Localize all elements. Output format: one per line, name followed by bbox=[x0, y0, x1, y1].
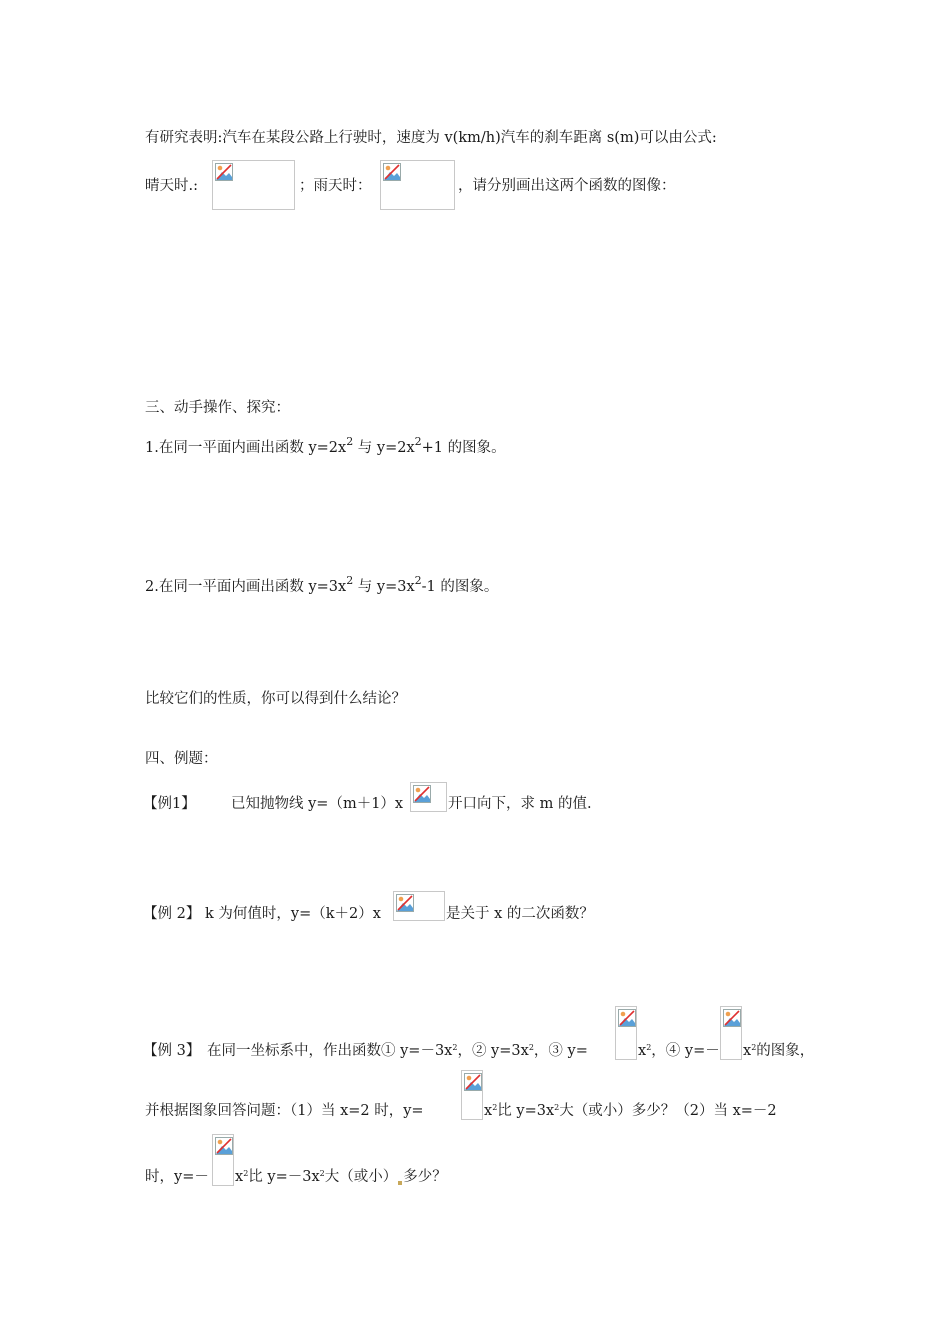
ex3-f4-prefix: ，④ y=－ bbox=[651, 1043, 720, 1059]
example-1-text-after: 开口向下，求 m 的值. bbox=[448, 796, 592, 812]
ex3-f3-prefix: ，③ y= bbox=[533, 1043, 588, 1059]
ex3-q2-compare: 比 y=－3x bbox=[248, 1169, 320, 1185]
ex3-q2-sq2: 2 bbox=[319, 1169, 325, 1178]
compare-question: 比较它们的性质，你可以得到什么结论？ bbox=[145, 691, 406, 707]
draw-both-text: ，请分别画出这两个函数的图像： bbox=[458, 178, 676, 194]
example-1-exponent-image bbox=[410, 782, 447, 812]
example-3-line-1-end bbox=[743, 1041, 814, 1063]
q1-prefix: 1.在同一平面内画出函数 y=2x bbox=[145, 440, 347, 456]
broken-image-icon bbox=[215, 1137, 233, 1155]
ex3-f3-sq: 2 bbox=[646, 1043, 652, 1052]
ex3-f4-sq: 2 bbox=[751, 1043, 757, 1052]
rainy-label: ；雨天时： bbox=[299, 178, 372, 194]
ex3-q1-sq2: 2 bbox=[554, 1103, 560, 1112]
broken-image-icon bbox=[383, 163, 401, 181]
sunny-label: 晴天时.: bbox=[145, 178, 198, 194]
ex3-q2-prefix: 时，y=－ bbox=[145, 1169, 209, 1185]
ex3-q2-rest bbox=[235, 1167, 447, 1189]
q2-exp2: 2 bbox=[414, 574, 422, 587]
example-2-exponent-image bbox=[393, 891, 445, 921]
ex3-f4-x: x bbox=[743, 1043, 752, 1059]
ex3-f3-x: x bbox=[638, 1043, 647, 1059]
ex3-q1-sq: 2 bbox=[492, 1103, 498, 1112]
broken-image-icon bbox=[618, 1009, 636, 1027]
example-3-functions-3-4 bbox=[638, 1041, 720, 1063]
q1-exp1: 2 bbox=[346, 435, 354, 448]
ex3-q2-end: 多少？ bbox=[403, 1169, 447, 1185]
example-3-tag: 【例 3】 bbox=[143, 1043, 201, 1059]
ex3-q2-x: x bbox=[235, 1169, 244, 1185]
ex3-q1-prefix: 并根据图象回答问题：（1）当 x=2 时，y= bbox=[145, 1103, 424, 1119]
ex3-q1-x: x bbox=[484, 1103, 493, 1119]
ex3-f1: 在同一坐标系中，作出函数① y=－3x bbox=[207, 1043, 453, 1059]
q2-suffix: -1 的图象。 bbox=[421, 579, 499, 595]
example-3-fraction-image-2 bbox=[720, 1006, 742, 1060]
example-3-fraction-image-1 bbox=[615, 1006, 637, 1060]
example-3-fraction-image-3 bbox=[461, 1070, 483, 1120]
ex3-f1-sq: 2 bbox=[452, 1043, 458, 1052]
ex3-q1-compare: 比 y=3x bbox=[497, 1103, 555, 1119]
ex3-q1-rest bbox=[484, 1101, 777, 1123]
ex3-graph-text: 的图象， bbox=[756, 1043, 815, 1059]
question-2 bbox=[145, 574, 499, 598]
broken-image-icon bbox=[723, 1009, 741, 1027]
rainy-formula-image bbox=[380, 160, 455, 210]
ex3-f2: ，② y=3x bbox=[457, 1043, 529, 1059]
ex3-f2-sq: 2 bbox=[528, 1043, 534, 1052]
q1-middle: 与 y=2x bbox=[353, 440, 415, 456]
q1-suffix: +1 的图象。 bbox=[421, 440, 506, 456]
broken-image-icon bbox=[464, 1073, 482, 1091]
q1-exp2: 2 bbox=[414, 435, 422, 448]
section-3-title: 三、动手操作、探究： bbox=[145, 400, 290, 416]
example-3-fraction-image-4 bbox=[212, 1134, 234, 1186]
q2-prefix: 2.在同一平面内画出函数 y=3x bbox=[145, 579, 347, 595]
ex3-q2-sq: 2 bbox=[243, 1169, 249, 1178]
example-1-text-before: 已知抛物线 y=（m＋1）x bbox=[231, 796, 404, 812]
tiny-image-mark bbox=[398, 1181, 402, 1185]
broken-image-icon bbox=[396, 894, 414, 912]
ex3-q2-start: 大（或小）多少？（2）当 x=－2 bbox=[559, 1103, 777, 1119]
ex3-q2-bigger: 大（或小） bbox=[324, 1169, 398, 1185]
section-4-title: 四、例题： bbox=[145, 751, 218, 767]
example-3-functions-1-2 bbox=[207, 1041, 588, 1063]
q2-middle: 与 y=3x bbox=[353, 579, 415, 595]
intro-line-1: 有研究表明:汽车在某段公路上行驶时，速度为 v(km/h)汽车的刹车距离 s(m)可以由公式: bbox=[145, 130, 717, 146]
example-2-text-after: 是关于 x 的二次函数？ bbox=[446, 906, 594, 922]
broken-image-icon bbox=[413, 785, 431, 803]
example-1-tag: 【例1】 bbox=[143, 796, 196, 812]
example-2-tag: 【例 2】 bbox=[143, 906, 201, 922]
example-2-text-before: k 为何值时，y=（k＋2）x bbox=[205, 906, 381, 922]
q2-exp1: 2 bbox=[346, 574, 354, 587]
sunny-formula-image bbox=[212, 160, 295, 210]
question-1 bbox=[145, 435, 506, 459]
broken-image-icon bbox=[215, 163, 233, 181]
